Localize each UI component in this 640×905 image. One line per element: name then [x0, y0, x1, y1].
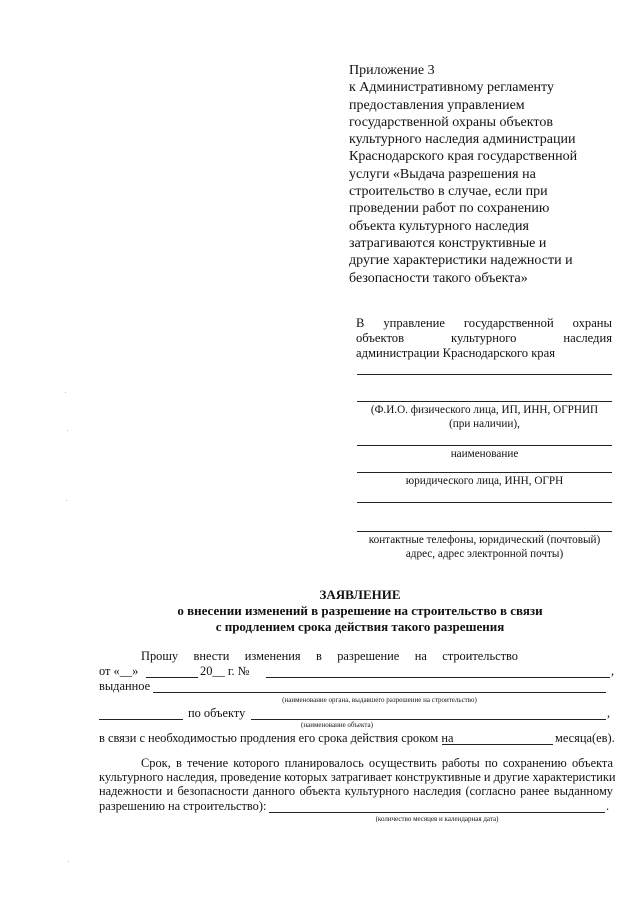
document-subtitle: о внесении изменений в разрешение на строительство в связи — [177, 603, 543, 618]
caption-object: (наименование объекта) — [301, 721, 373, 729]
scan-speck — [66, 500, 67, 501]
applicant-field-line[interactable] — [357, 472, 612, 473]
appendix-line: предоставления управлением — [349, 97, 525, 113]
caption-legal: юридического лица, ИНН, ОГРН — [405, 475, 564, 487]
period-paragraph-line: культурного наследия, проведение которых затрагивает конструктивные и другие характеристики — [99, 770, 616, 784]
by-object-label: по объекту — [188, 706, 246, 720]
permit-number-field[interactable] — [266, 677, 610, 678]
comma: , — [607, 706, 611, 720]
applicant-field-line[interactable] — [357, 502, 612, 503]
appendix-line: строительство в случае, если при — [349, 184, 548, 200]
appendix-line: проведении работ по сохранению — [349, 201, 550, 217]
caption-contacts: контактные телефоны, юридический (почтовый) — [368, 534, 601, 546]
scan-speck — [67, 430, 68, 431]
addressee-line: В управление государственной охраны — [356, 316, 612, 330]
applicant-field-line[interactable] — [357, 401, 612, 402]
addressee-line: объектов культурного наследия — [356, 331, 612, 345]
applicant-field-line[interactable] — [357, 374, 612, 375]
date-month-field[interactable] — [146, 677, 198, 678]
caption-name: наименование — [450, 448, 519, 460]
object-prefix-field[interactable] — [99, 719, 183, 720]
extension-months-field[interactable] — [442, 744, 553, 745]
scan-speck — [68, 861, 69, 862]
period-end: . — [606, 799, 610, 813]
addressee-line: администрации Краснодарского края — [356, 346, 555, 360]
period-field[interactable] — [269, 812, 605, 813]
applicant-field-line[interactable] — [357, 531, 612, 532]
period-paragraph-line: надежности и безопасности данного объекта культурного наследия (согласно ранее выданному — [99, 784, 613, 798]
caption-person: (при наличии), — [449, 418, 520, 430]
caption-issuer: (наименование органа, выдавшего разрешение на строительство) — [282, 696, 477, 704]
appendix-line: Краснодарского края государственной — [349, 149, 578, 165]
period-paragraph-line: разрешению на строительство): — [99, 799, 267, 813]
applicant-field-line[interactable] — [357, 445, 612, 446]
appendix-line: объекта культурного наследия — [349, 218, 529, 234]
appendix-block — [349, 62, 611, 287]
date-mid: 20__ г. № — [200, 664, 250, 678]
appendix-line: безопасности такого объекта» — [349, 270, 528, 286]
appendix-line: другие характеристики надежности и — [349, 253, 573, 269]
caption-period: (количество месяцев и календарная дата) — [375, 815, 499, 823]
appendix-line: государственной охраны объектов — [349, 114, 553, 130]
document-subtitle: с продлением срока действия такого разрешения — [215, 619, 505, 634]
appendix-line: культурного наследия администрации — [349, 132, 576, 148]
comma: , — [611, 664, 615, 678]
document-title: ЗАЯВЛЕНИЕ — [319, 587, 401, 602]
period-paragraph-line: Срок, в течение которого планировалось осуществить работы по сохранению объекта — [141, 756, 613, 770]
request-line: Прошу внести изменения в разрешение на строительство — [141, 649, 518, 663]
appendix-line: услуги «Выдача разрешения на — [349, 166, 536, 182]
extension-suffix: месяца(ев). — [555, 731, 615, 745]
scan-speck — [65, 392, 66, 393]
extension-prefix: в связи с необходимостью продления его срока действия сроком на — [99, 731, 454, 745]
issuer-field[interactable] — [153, 692, 606, 693]
object-field[interactable] — [251, 719, 606, 720]
issued-label: выданное — [99, 679, 151, 693]
appendix-line: затрагиваются конструктивные и — [349, 235, 547, 251]
caption-contacts: адрес, адрес электронной почты) — [405, 548, 564, 560]
addressee-block — [356, 316, 612, 361]
caption-person: (Ф.И.О. физического лица, ИП, ИНН, ОГРНИП — [370, 404, 599, 416]
appendix-line: Приложение 3 — [349, 63, 435, 78]
appendix-line: к Административному регламенту — [349, 80, 554, 96]
date-prefix: от «__» — [99, 664, 139, 678]
